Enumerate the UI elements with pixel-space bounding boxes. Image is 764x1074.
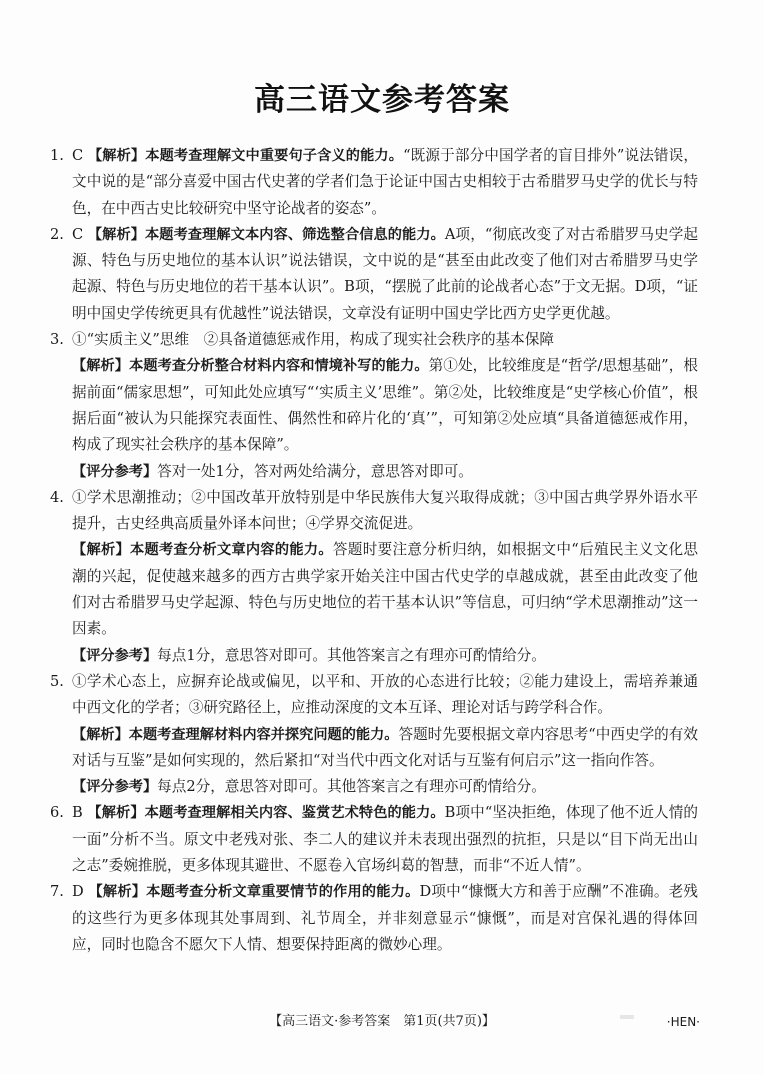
item-number: 2. bbox=[50, 225, 64, 243]
item-number: 7. bbox=[50, 883, 64, 901]
answer-list bbox=[50, 143, 698, 958]
analysis-paragraph bbox=[72, 353, 698, 458]
analysis-paragraph bbox=[72, 537, 698, 642]
analysis-tag: 【解析】本题考查理解文本内容、筛选整合信息的能力。 bbox=[87, 226, 445, 243]
answer-item-4 bbox=[50, 485, 698, 669]
analysis-tag: 【解析】本题考查分析整合材料内容和情境补写的能力。 bbox=[72, 358, 429, 375]
score-tag: 【评分参考】 bbox=[72, 779, 158, 796]
page-title: 高三语文参考答案 bbox=[254, 82, 510, 118]
page-footer bbox=[0, 1010, 764, 1034]
answer-item-7 bbox=[50, 879, 698, 958]
footer-region-code: ·HEN· bbox=[666, 1015, 700, 1029]
item-answer: ①学术思潮推动；②中国改革开放特别是中华民族伟大复兴取得成就；③中国古典学界外语水平提升，古史经典高质量外译本问世；④学界交流促进。 bbox=[72, 488, 698, 533]
analysis-body: 答题时先要根据文章内容思考“中西史学的有效对话与互鉴”是如何实现的，然后紧扣“对当代中西文化对话与互鉴有何启示”这一指向作答。 bbox=[72, 725, 698, 769]
analysis-tag: 【解析】本题考查理解文中重要句子含义的能力。 bbox=[87, 148, 404, 164]
analysis-paragraph bbox=[72, 722, 698, 775]
item-answer: C bbox=[72, 147, 84, 164]
item-answer: ①“实质主义”思维 ②具备道德惩戒作用，构成了现实社会秩序的基本保障 bbox=[72, 331, 554, 349]
score-paragraph bbox=[72, 459, 698, 485]
answer-item-5 bbox=[50, 669, 698, 800]
analysis-body: 答题时要注意分析归纳，如根据文中“后殖民主义文化思潮的兴起，促使越来越多的西方古典学家开始关注中国古代史学的卓越成就，甚至由此改变了他们对古希腊罗马史学起源、特色与历史地位的若干基本认识”等信息，可归纳“学术思潮推动”这一因素。 bbox=[72, 541, 698, 638]
analysis-tag: 【解析】本题考查分析文章重要情节的作用的能力。 bbox=[88, 884, 420, 901]
analysis-tag: 【解析】本题考查分析文章内容的能力。 bbox=[72, 542, 333, 559]
answer-item-3 bbox=[50, 327, 698, 485]
score-tag: 【评分参考】 bbox=[72, 463, 158, 480]
item-answer: ①学术心态上，应摒弃论战或偏见，以平和、开放的心态进行比较；②能力建设上，需培养兼通中西文化的学者；③研究路径上，应推动深度的文本互译、理论对话与跨学科合作。 bbox=[72, 672, 698, 717]
score-body: 每点1分，意思答对即可。其他答案言之有理亦可酌情给分。 bbox=[157, 646, 546, 664]
score-paragraph bbox=[72, 774, 698, 800]
answer-item-2 bbox=[50, 222, 698, 327]
score-body: 每点2分，意思答对即可。其他答案言之有理亦可酌情给分。 bbox=[157, 778, 546, 796]
footer-page-info: 【高三语文·参考答案 第1页(共7页)】 bbox=[269, 1014, 495, 1029]
analysis-tag: 【解析】本题考查理解材料内容并探究问题的能力。 bbox=[72, 726, 399, 743]
analysis-body: “既源于部分中国学者的盲目排外”说法错误，文中说的是“部分喜爱中国古代史著的学者们急于论证中国古史相较于古希腊罗马史学的优长与特色，在中西古史比较研究中坚守论战者的姿态”。 bbox=[72, 147, 698, 217]
score-paragraph bbox=[72, 643, 698, 669]
score-tag: 【评分参考】 bbox=[72, 647, 158, 664]
score-body: 答对一处1分，答对两处给满分，意思答对即可。 bbox=[157, 462, 473, 480]
item-answer: C bbox=[72, 225, 84, 243]
analysis-body: A项，“彻底改变了对古希腊罗马史学起源、特色与历史地位的基本认识”说法错误，文中说的是“甚至由此改变了他们对古希腊罗马史学起源、特色与历史地位的若干基本认识”。B项，“摆脱了此前的论战者心态”于文无据。D项，“证明中国史学传统更具有优越性”说法错误，文章没有证明中国史学比西方史学更优越。 bbox=[72, 225, 698, 322]
item-number: 3. bbox=[50, 331, 64, 349]
item-answer: D bbox=[72, 883, 84, 901]
analysis-body: D项中“慷慨大方和善于应酬”不准确。老残的这些行为更多体现其处事周到、礼节周全，并非刻意显示“慷慨”，而是对宫保礼遇的得体回应，同时也隐含不愿欠下人情、想要保持距离的微妙心理。 bbox=[72, 883, 698, 953]
item-number: 1. bbox=[50, 147, 64, 164]
analysis-body: B项中“坚决拒绝，体现了他不近人情的一面”分析不当。原文中老残对张、李二人的建议并未表现出强烈的抗拒，只是以“目下尚无出山之志”委婉推脱，更多体现其避世、不愿卷入官场纠葛的智慧，而非“不近人情”。 bbox=[72, 804, 698, 875]
answer-item-1 bbox=[50, 143, 698, 222]
answer-item-6 bbox=[50, 800, 698, 879]
item-number: 5. bbox=[50, 672, 64, 690]
analysis-body: 第①处，比较维度是“哲学/思想基础”，根据前面“儒家思想”，可知此处应填写“‘实质主义’思维”。第②处，比较维度是“史学核心价值”，根据后面“被认为只能探究表面性、偶然性和碎片化的‘真’”，可知第②处应填“具备道德惩戒作用，构成了现实社会秩序的基本保障”。 bbox=[72, 357, 698, 454]
item-answer: B bbox=[72, 804, 83, 822]
analysis-tag: 【解析】本题考查理解相关内容、鉴赏艺术特色的能力。 bbox=[87, 805, 445, 822]
item-number: 4. bbox=[50, 488, 64, 506]
item-number: 6. bbox=[50, 804, 64, 822]
